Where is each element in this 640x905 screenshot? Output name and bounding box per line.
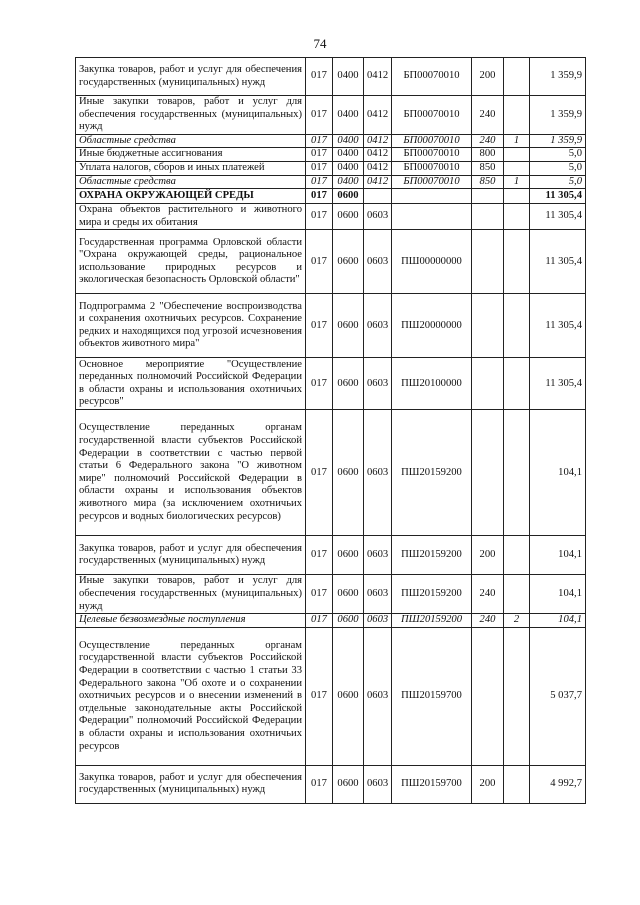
cell-subsection: 0603 [364,358,392,410]
cell-target-article: ПШ00000000 [392,230,472,294]
cell-expense-type: 200 [472,536,504,575]
cell-grbs: 017 [306,575,333,614]
cell-target-article: БП00070010 [392,161,472,175]
cell-section: 0600 [333,575,364,614]
table-row [76,765,586,803]
cell-subsection: 0412 [364,148,392,162]
cell-amount: 1 359,9 [530,96,586,135]
cell-grbs: 017 [306,96,333,135]
cell-subsection: 0412 [364,175,392,189]
cell-target-article: ПШ20000000 [392,294,472,358]
row-name: Закупка товаров, работ и услуг для обеспечения государственных (муниципальных) нужд [76,58,306,96]
cell-amount: 11 305,4 [530,230,586,294]
cell-amount: 11 305,4 [530,189,586,204]
row-name: Охрана объектов растительного и животного мира и среды их обитания [76,204,306,230]
cell-amount: 4 992,7 [530,765,586,803]
cell-expense-type: 850 [472,175,504,189]
table-row [76,161,586,175]
table-row [76,614,586,628]
cell-source [504,204,530,230]
cell-amount: 5 037,7 [530,627,586,765]
cell-amount: 11 305,4 [530,358,586,410]
cell-amount: 1 359,9 [530,58,586,96]
cell-subsection: 0412 [364,134,392,148]
cell-subsection: 0412 [364,58,392,96]
cell-source [504,627,530,765]
cell-amount: 11 305,4 [530,204,586,230]
table-row [76,189,586,204]
cell-section: 0400 [333,58,364,96]
cell-grbs: 017 [306,148,333,162]
row-name: Осуществление переданных органам государственной власти субъектов Российской Федерации в соответствии с частью первой статьи 6 Федерального закона "О животном мире" полномочий Российской Федерации в области охраны и использования объектов животного мира (за исключением охотничьих ресурсов и водных биологических ресурсов) [76,410,306,536]
cell-subsection: 0603 [364,204,392,230]
cell-source [504,189,530,204]
cell-subsection: 0603 [364,614,392,628]
cell-target-article: ПШ20159200 [392,614,472,628]
row-name: Областные средства [76,175,306,189]
cell-subsection: 0603 [364,294,392,358]
row-name: Закупка товаров, работ и услуг для обеспечения государственных (муниципальных) нужд [76,536,306,575]
cell-subsection [364,189,392,204]
cell-grbs: 017 [306,189,333,204]
cell-expense-type [472,230,504,294]
table-row [76,410,586,536]
cell-source [504,410,530,536]
cell-target-article [392,189,472,204]
cell-source [504,294,530,358]
cell-target-article: ПШ20159200 [392,536,472,575]
row-name: ОХРАНА ОКРУЖАЮЩЕЙ СРЕДЫ [76,189,306,204]
cell-section: 0400 [333,148,364,162]
cell-subsection: 0412 [364,96,392,135]
table-row [76,358,586,410]
row-name: Государственная программа Орловской области "Охрана окружающей среды, рациональное использование природных ресурсов и экологическая безопасность Орловской области" [76,230,306,294]
cell-grbs: 017 [306,627,333,765]
cell-amount: 1 359,9 [530,134,586,148]
cell-grbs: 017 [306,765,333,803]
cell-target-article: БП00070010 [392,134,472,148]
cell-amount: 104,1 [530,410,586,536]
cell-subsection: 0603 [364,536,392,575]
cell-target-article: БП00070010 [392,58,472,96]
cell-source [504,58,530,96]
cell-expense-type: 240 [472,575,504,614]
cell-section: 0600 [333,536,364,575]
cell-expense-type: 200 [472,58,504,96]
cell-section: 0600 [333,765,364,803]
table-row [76,175,586,189]
cell-amount: 5,0 [530,175,586,189]
cell-expense-type [472,294,504,358]
cell-expense-type: 850 [472,161,504,175]
cell-source [504,96,530,135]
table-row [76,96,586,135]
cell-target-article: ПШ20159200 [392,410,472,536]
cell-grbs: 017 [306,161,333,175]
cell-expense-type: 240 [472,134,504,148]
cell-grbs: 017 [306,536,333,575]
cell-target-article: ПШ20159700 [392,627,472,765]
row-name: Иные закупки товаров, работ и услуг для обеспечения государственных (муниципальных) нужд [76,96,306,135]
row-name: Иные бюджетные ассигнования [76,148,306,162]
row-name: Осуществление переданных органам государственной власти субъектов Российской Федерации в соответствии с частью 1 статьи 33 Федерального закона "Об охоте и о сохранении охотничьих ресурсов и о внесении изменений в отдельные законодательные акты Российской Федерации" полномочий Российской Федерации в области охраны и использования охотничьих ресурсов [76,627,306,765]
cell-source: 1 [504,175,530,189]
cell-section: 0400 [333,161,364,175]
cell-subsection: 0603 [364,410,392,536]
cell-source [504,575,530,614]
table-row [76,148,586,162]
cell-amount: 5,0 [530,161,586,175]
cell-target-article [392,204,472,230]
cell-section: 0400 [333,175,364,189]
cell-grbs: 017 [306,134,333,148]
cell-expense-type [472,627,504,765]
cell-expense-type [472,358,504,410]
cell-expense-type [472,204,504,230]
table-row [76,204,586,230]
cell-subsection: 0603 [364,230,392,294]
cell-subsection: 0603 [364,575,392,614]
cell-grbs: 017 [306,175,333,189]
table-row [76,134,586,148]
cell-source [504,358,530,410]
table-row [76,627,586,765]
cell-grbs: 017 [306,614,333,628]
cell-grbs: 017 [306,230,333,294]
row-name: Основное мероприятие "Осуществление переданных полномочий Российской Федерации в области охраны и использования охотничьих ресурсов" [76,358,306,410]
row-name: Закупка товаров, работ и услуг для обеспечения государственных (муниципальных) нужд [76,765,306,803]
cell-target-article: БП00070010 [392,148,472,162]
cell-grbs: 017 [306,58,333,96]
cell-expense-type [472,189,504,204]
cell-section: 0600 [333,230,364,294]
cell-section: 0400 [333,134,364,148]
cell-section: 0400 [333,96,364,135]
cell-section: 0600 [333,294,364,358]
table-row [76,230,586,294]
cell-target-article: ПШ20159200 [392,575,472,614]
cell-subsection: 0603 [364,765,392,803]
cell-grbs: 017 [306,358,333,410]
cell-expense-type: 800 [472,148,504,162]
cell-section: 0600 [333,627,364,765]
table-row [76,58,586,96]
cell-target-article: ПШ20159700 [392,765,472,803]
cell-expense-type: 240 [472,96,504,135]
row-name: Областные средства [76,134,306,148]
cell-section: 0600 [333,189,364,204]
cell-expense-type [472,410,504,536]
table-row [76,536,586,575]
cell-source [504,161,530,175]
cell-section: 0600 [333,614,364,628]
cell-target-article: БП00070010 [392,175,472,189]
cell-subsection: 0412 [364,161,392,175]
cell-source: 2 [504,614,530,628]
cell-amount: 5,0 [530,148,586,162]
row-name: Целевые безвозмездные поступления [76,614,306,628]
cell-grbs: 017 [306,410,333,536]
cell-source [504,536,530,575]
cell-amount: 104,1 [530,614,586,628]
cell-amount: 11 305,4 [530,294,586,358]
cell-amount: 104,1 [530,575,586,614]
cell-section: 0600 [333,410,364,536]
cell-source [504,148,530,162]
budget-table [75,57,586,804]
cell-subsection: 0603 [364,627,392,765]
cell-source: 1 [504,134,530,148]
table-row [76,575,586,614]
cell-grbs: 017 [306,204,333,230]
table-row [76,294,586,358]
row-name: Подпрограмма 2 "Обеспечение воспроизводства и сохранения охотничьих ресурсов. Сохранение редких и находящихся под угрозой исчезновения объектов животного мира" [76,294,306,358]
cell-expense-type: 240 [472,614,504,628]
cell-source [504,230,530,294]
cell-expense-type: 200 [472,765,504,803]
cell-amount: 104,1 [530,536,586,575]
cell-grbs: 017 [306,294,333,358]
cell-section: 0600 [333,204,364,230]
cell-target-article: ПШ20100000 [392,358,472,410]
row-name: Иные закупки товаров, работ и услуг для обеспечения государственных (муниципальных) нужд [76,575,306,614]
row-name: Уплата налогов, сборов и иных платежей [76,161,306,175]
cell-target-article: БП00070010 [392,96,472,135]
cell-section: 0600 [333,358,364,410]
page-number: 74 [313,36,327,51]
cell-source [504,765,530,803]
